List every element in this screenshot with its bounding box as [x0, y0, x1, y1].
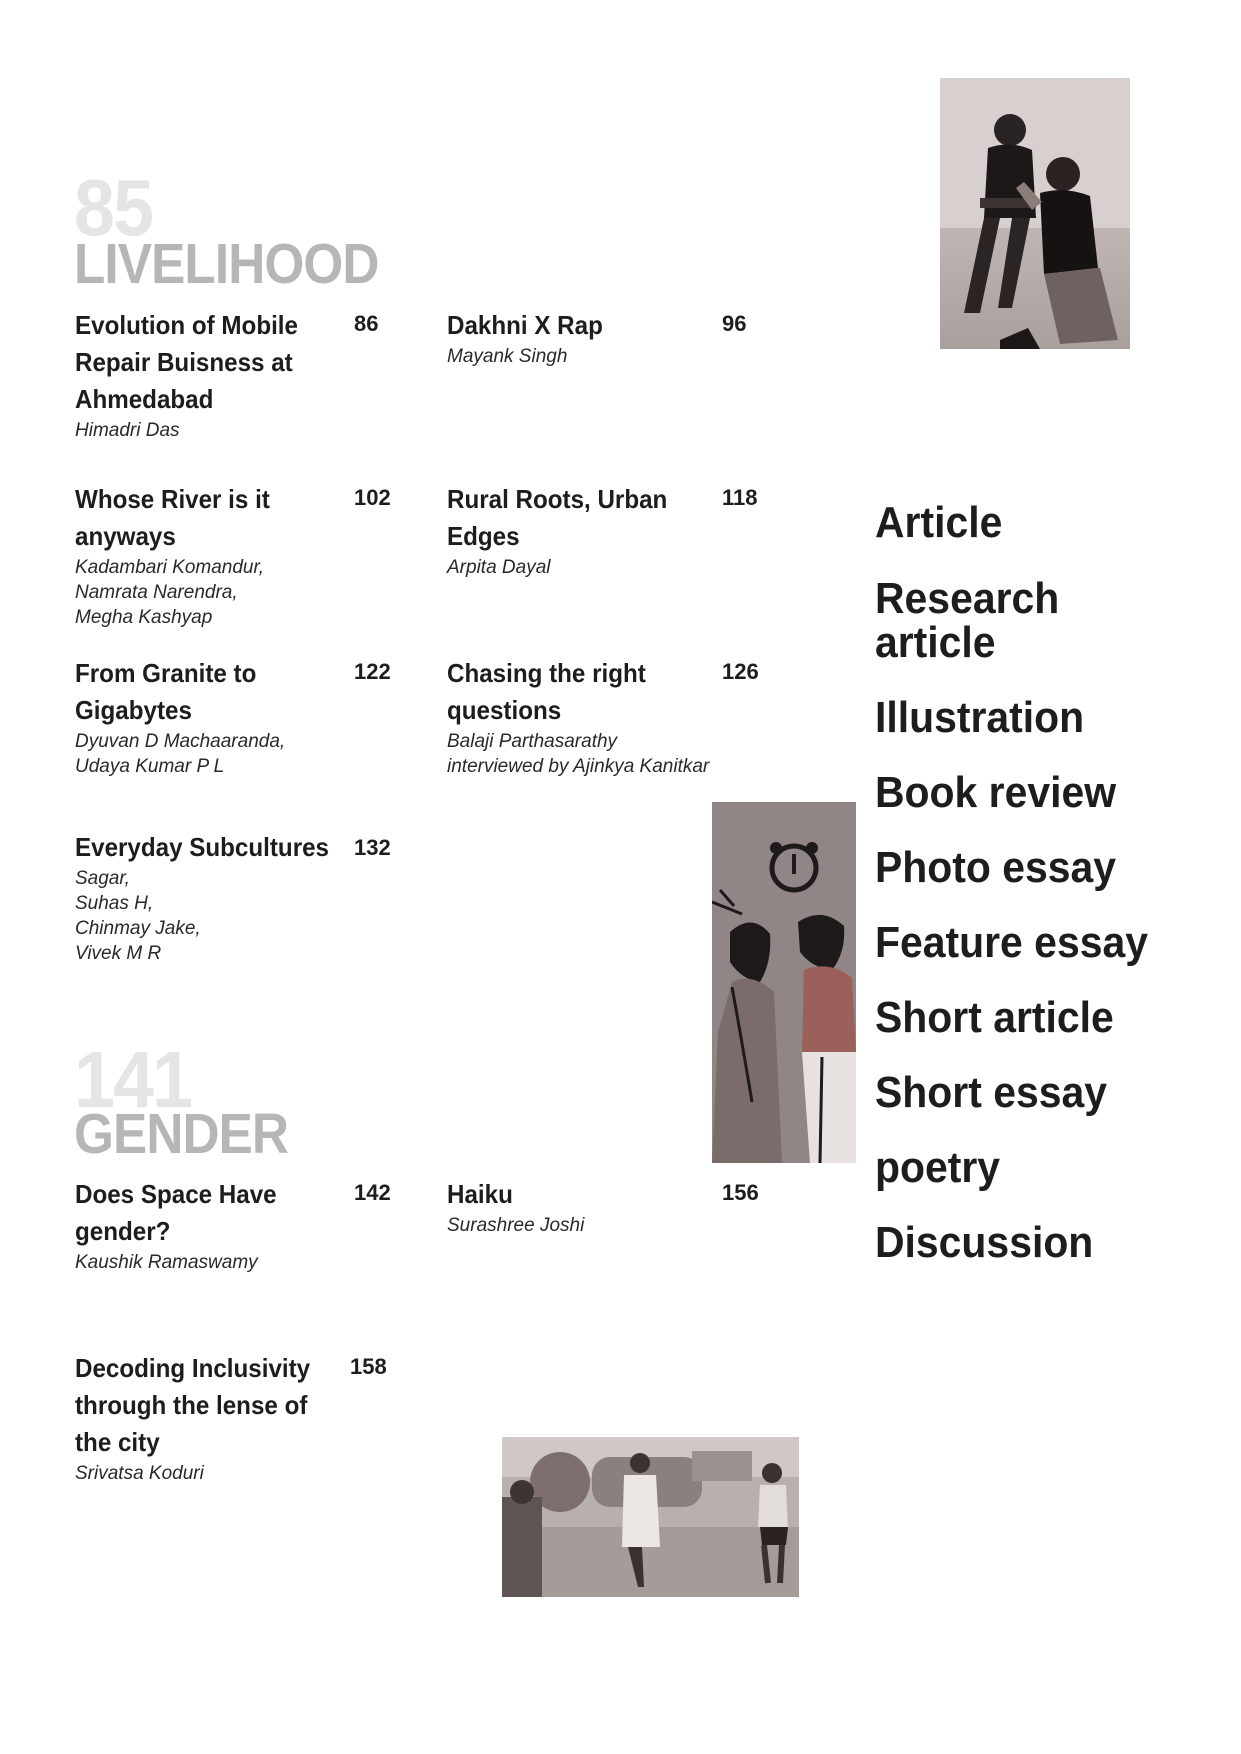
toc-entry-decoding-inclusivity[interactable]: [75, 1350, 328, 1486]
category-article: Article: [875, 498, 1003, 547]
category-illustration: Illustration: [875, 693, 1085, 742]
entry-title: Decoding Inclusivity through the lense of the city: [75, 1353, 311, 1457]
toc-entry-mobile-repair[interactable]: [75, 307, 315, 443]
category-poetry: poetry: [875, 1143, 1001, 1192]
category-research-article: Research article: [875, 574, 1060, 667]
street-scene-photo: [502, 1437, 799, 1597]
entry-author: Srivatsa Koduri: [75, 1463, 204, 1484]
entry-author: Kaushik Ramaswamy: [75, 1252, 258, 1273]
street-scene: [502, 1437, 799, 1597]
toc-entry-haiku[interactable]: [447, 1176, 584, 1238]
category-short-essay: Short essay: [875, 1068, 1108, 1117]
toc-entry-whose-river[interactable]: [75, 481, 285, 630]
entry-title: Dakhni X Rap: [447, 310, 603, 340]
section-number-livelihood: 85: [74, 163, 153, 252]
toc-entry-everyday-subcultures[interactable]: [75, 829, 348, 966]
category-discussion: Discussion: [875, 1218, 1094, 1267]
entry-author: Balaji Parthasarathy interviewed by Ajinkya Kanitkar: [447, 731, 710, 777]
two-men-silhouette: [940, 78, 1130, 349]
couple-drawing: [712, 802, 856, 1163]
entry-page-number: 132: [354, 835, 391, 860]
entry-author: Himadri Das: [75, 420, 180, 441]
couple-illustration: [712, 802, 856, 1163]
entry-page-number: 156: [722, 1180, 759, 1205]
entry-title: Does Space Have gender?: [75, 1179, 277, 1246]
entry-page-number: 118: [722, 485, 758, 510]
entry-author: Arpita Dayal: [447, 557, 551, 578]
category-book-review: Book review: [875, 768, 1117, 817]
entry-page-number: 142: [354, 1180, 391, 1205]
entry-page-number: 158: [350, 1354, 387, 1379]
entry-title: Evolution of Mobile Repair Buisness at Ahmedabad: [75, 310, 298, 414]
section-number-gender: 141: [74, 1035, 192, 1124]
entry-author: Sagar, Suhas H, Chinmay Jake, Vivek M R: [75, 868, 201, 964]
entry-title: Chasing the right questions: [447, 658, 646, 725]
category-photo-essay: Photo essay: [875, 843, 1117, 892]
entry-author: Surashree Joshi: [447, 1215, 585, 1236]
entry-title: Haiku: [447, 1179, 513, 1209]
entry-author: Kadambari Komandur, Namrata Narendra, Megha Kashyap: [75, 557, 265, 628]
toc-entry-space-gender[interactable]: [75, 1176, 292, 1275]
entry-page-number: 102: [354, 485, 391, 510]
entry-author: Mayank Singh: [447, 346, 568, 367]
toc-entry-dakhni-rap[interactable]: [447, 307, 615, 369]
entry-page-number: 122: [354, 659, 391, 684]
category-short-article: Short article: [875, 993, 1114, 1042]
toc-entry-chasing-questions[interactable]: [447, 655, 709, 779]
entry-page-number: 126: [722, 659, 759, 684]
entry-title: From Granite to Gigabytes: [75, 658, 257, 725]
section-title-livelihood: LIVELIHOOD: [74, 232, 379, 296]
category-feature-essay: Feature essay: [875, 918, 1148, 967]
two-men-posing-photo: [940, 78, 1130, 349]
entry-title: Everyday Subcultures: [75, 832, 330, 862]
entry-title: Rural Roots, Urban Edges: [447, 484, 668, 551]
entry-page-number: 86: [354, 311, 379, 336]
entry-author: Dyuvan D Machaaranda, Udaya Kumar P L: [75, 731, 286, 777]
toc-entry-rural-roots[interactable]: [447, 481, 684, 580]
toc-entry-granite-gigabytes[interactable]: [75, 655, 285, 779]
entry-page-number: 96: [722, 311, 747, 336]
entry-title: Whose River is it anyways: [75, 484, 270, 551]
section-title-gender: GENDER: [74, 1102, 289, 1166]
